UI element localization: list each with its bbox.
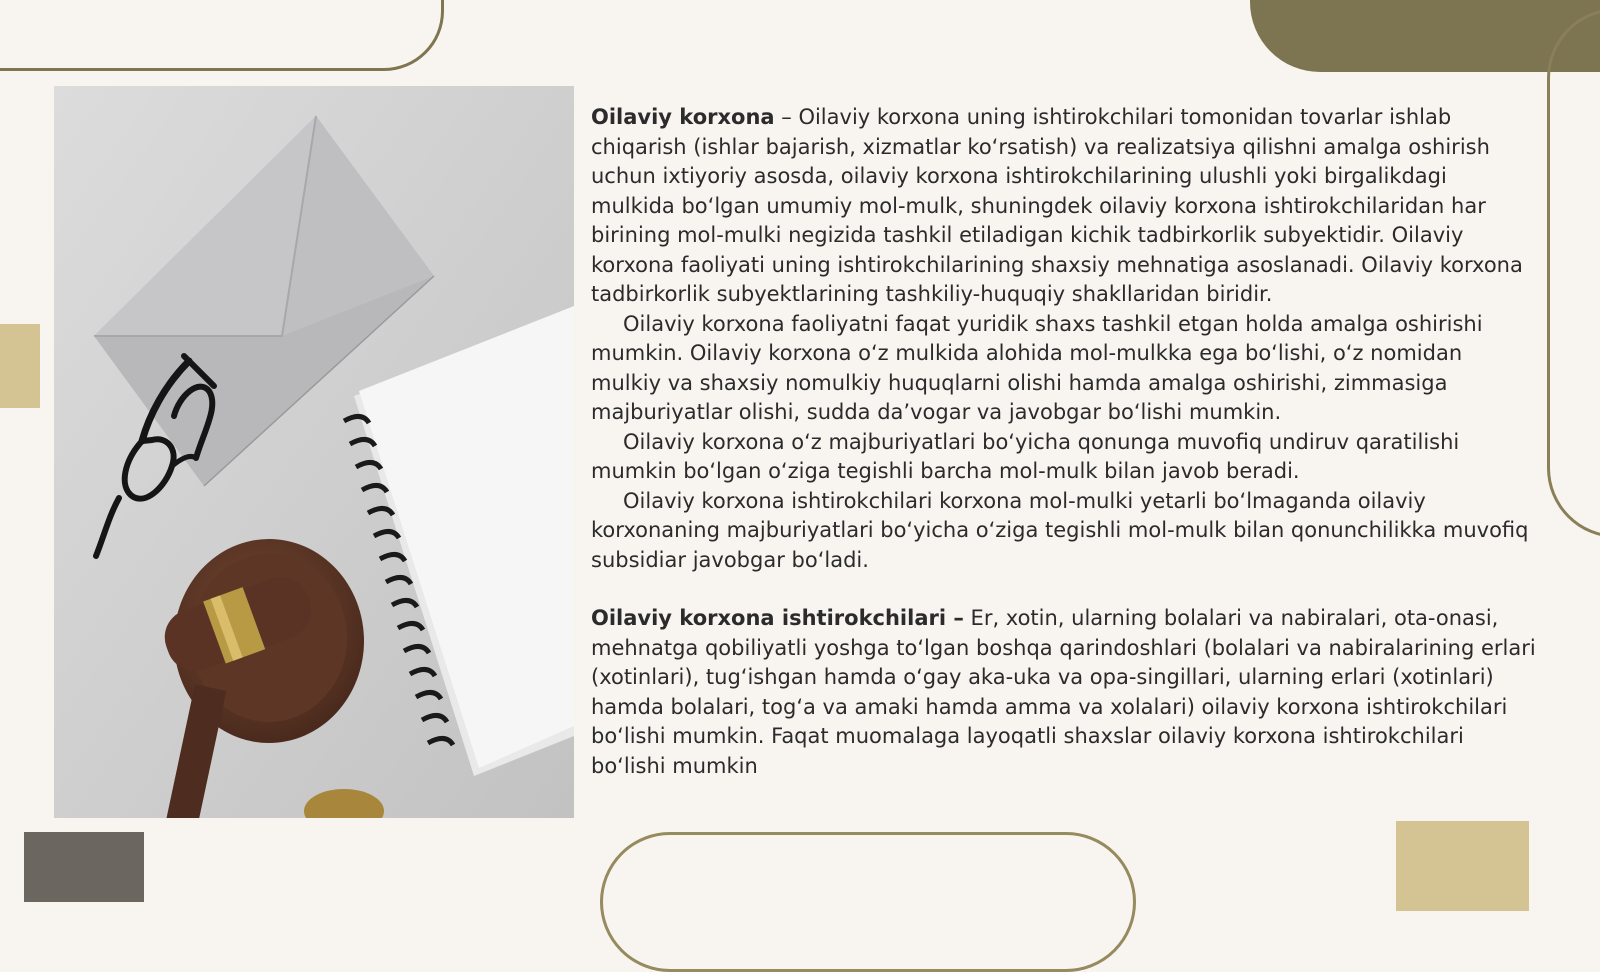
decorative-block-left (0, 324, 40, 408)
slide-body-text (591, 103, 1536, 781)
definition-term: Oilaviy korxona (591, 105, 775, 129)
decorative-outline-top-left (0, 0, 444, 71)
decorative-block-bottom-left (24, 832, 144, 902)
decorative-block-bottom-right (1396, 821, 1529, 911)
decorative-shape-top-right (1250, 0, 1600, 72)
decorative-outline-right (1547, 8, 1600, 538)
participants-text: Er, xotin, ularning bolalari va nabiralari, ota-onasi, mehnatga qobiliyatli yoshga to‘lgan boshqa qarindoshlari (bolalari va nabiralarining erlari (xotinlari), tug‘ishgan hamda o‘gay aka-uka va opa-singillari, ularning erlari (xotinlari) hamda bolalari, tog‘a va amaki hamda amma va xolalari) oilaviy korxona ishtirokchilari bo‘lishi mumkin. Faqat muomalaga layoqatli shaxslar oilaviy korxona ishtirokchilari bo‘lishi mumkin (591, 606, 1536, 778)
definition-paragraph (591, 103, 1536, 310)
subsidiary-liability-paragraph: Oilaviy korxona ishtirokchilari korxona mol-mulki yetarli bo‘lmaganda oilaviy korxonaning majburiyatlari bo‘yicha o‘ziga tegishli mol-mulk bilan qonunchilikka muvofiq subsidiar javobgar bo‘ladi. (591, 488, 1529, 572)
legal-desk-photo (54, 86, 574, 818)
activity-paragraph: Oilaviy korxona faoliyatni faqat yuridik shaxs tashkil etgan holda amalga oshirishi mumkin. Oilaviy korxona o‘z mulkida alohida mol-mulkka ega bo‘lishi, o‘z nomidan mulkiy va shaxsiy nomulkiy huquqlarni olishi hamda amalga oshirishi, zimmasiga majburiyatlar olishi, sudda da’vogar va javobgar bo‘lishi mumkin. (591, 311, 1483, 424)
decorative-outline-bottom-center (600, 832, 1136, 972)
definition-text: – Oilaviy korxona uning ishtirokchilari tomonidan tovarlar ishlab chiqarish (ishlar bajarish, xizmatlar ko‘rsatish) va realizatsiya qilishni amalga oshirish uchun ixtiyoriy asosda, oilaviy korxona ishtirokchilarining ulushli yoki birgalikdagi mulkida bo‘lgan umumiy mol-mulk, shuningdek oilaviy korxona ishtirokchilaridan har birining mol-mulki negizida tashkil etiladigan kichik tadbirkorlik subyektidir. Oilaviy korxona faoliyati uning ishtirokchilarining shaxsiy mehnatiga asoslanadi. Oilaviy korxona tadbirkorlik subyektlarining tashkiliy-huquqiy shakllaridan biridir. (591, 105, 1523, 306)
participants-term: Oilaviy korxona ishtirokchilari – (591, 606, 964, 630)
participants-paragraph (591, 604, 1536, 781)
liability-paragraph: Oilaviy korxona o‘z majburiyatlari bo‘yicha qonunga muvofiq undiruv qaratilishi mumkin bo‘lgan o‘ziga tegishli barcha mol-mulk bilan javob beradi. (591, 429, 1460, 483)
paragraph-spacer (591, 575, 1536, 604)
